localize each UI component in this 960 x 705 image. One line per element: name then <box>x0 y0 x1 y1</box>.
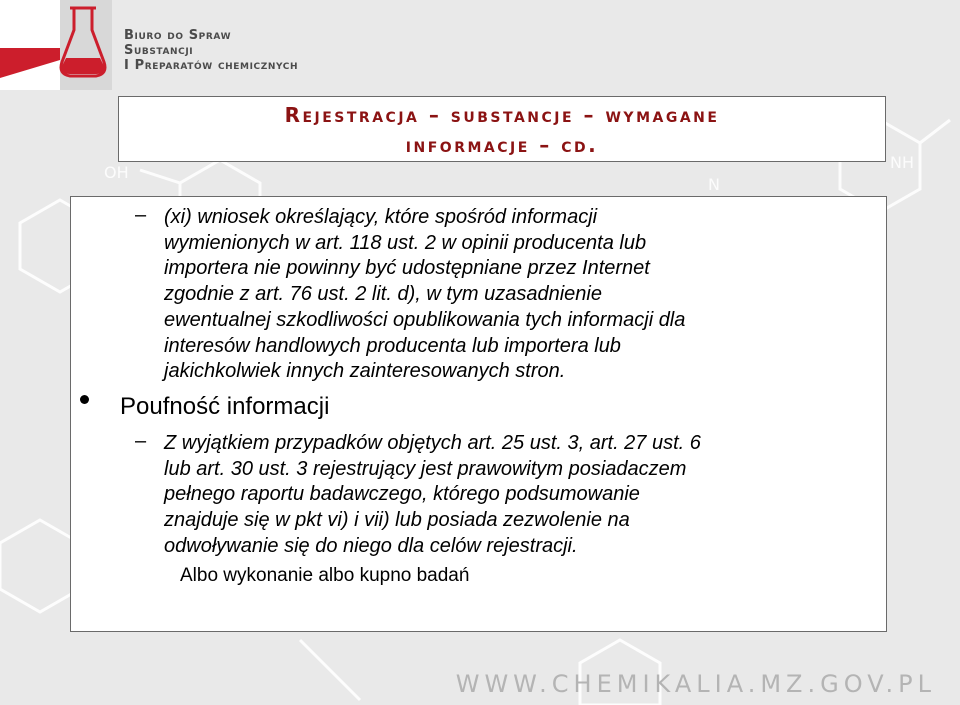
item-2-line: pełnego raportu badawczego, którego podsumowanie <box>164 483 640 506</box>
org-line-1: Biuro do Spraw <box>124 28 232 43</box>
item-1-line: ewentualnej szkodliwości opublikowania tych informacji dla <box>164 308 686 331</box>
item-2-line: lub art. 30 ust. 3 rejestrujący jest prawowitym posiadaczem <box>164 457 687 480</box>
organization-name <box>124 28 298 73</box>
item-1-line: importera nie powinny być udostępniane przez Internet <box>164 257 650 280</box>
svg-text:OH: OH <box>104 163 129 182</box>
item-2-line: Z wyjątkiem przypadków objętych art. 25 ust. 3, art. 27 ust. 6 <box>164 432 701 454</box>
org-line-2: Substancji <box>124 43 194 58</box>
slide-title-line-2: informacje – cd. <box>405 133 599 157</box>
slide-title <box>119 97 885 160</box>
bullet-icon <box>80 395 89 404</box>
item-2-line: znajduje się w pkt vi) i vii) lub posiada zezwolenie na <box>164 509 630 532</box>
item-2-text <box>164 431 701 560</box>
org-line-3: I Preparatów chemicznych <box>124 58 299 73</box>
slide-title-line-1: Rejestracja – substancje – wymagane <box>284 103 720 127</box>
bullet-heading: Poufność informacji <box>120 393 330 420</box>
svg-text:N: N <box>708 175 720 194</box>
title-box <box>118 96 886 162</box>
svg-text:NH: NH <box>890 153 914 172</box>
footer-url: WWW.CHEMIKALIA.MZ.GOV.PL <box>455 670 936 698</box>
item-1-line: (xi) wniosek określający, które spośród informacji <box>164 206 598 228</box>
item-2-line: odwoływanie się do niego dla celów rejestracji. <box>164 534 578 557</box>
item-1-line: wymienionych w art. 118 ust. 2 w opinii producenta lub <box>164 231 647 254</box>
item-1-line: jakichkolwiek innych zainteresowanych stron. <box>164 360 566 383</box>
logo-icon <box>0 0 112 90</box>
dash-marker-2: – <box>135 430 147 452</box>
extra-line: Albo wykonanie albo kupno badań <box>180 565 470 586</box>
item-1-line: interesów handlowych producenta lub importera lub <box>164 334 621 357</box>
item-1-line: zgodnie z art. 76 ust. 2 lit. d), w tym uzasadnienie <box>164 283 602 306</box>
item-1-text <box>164 205 685 385</box>
dash-marker-1: – <box>135 204 147 226</box>
